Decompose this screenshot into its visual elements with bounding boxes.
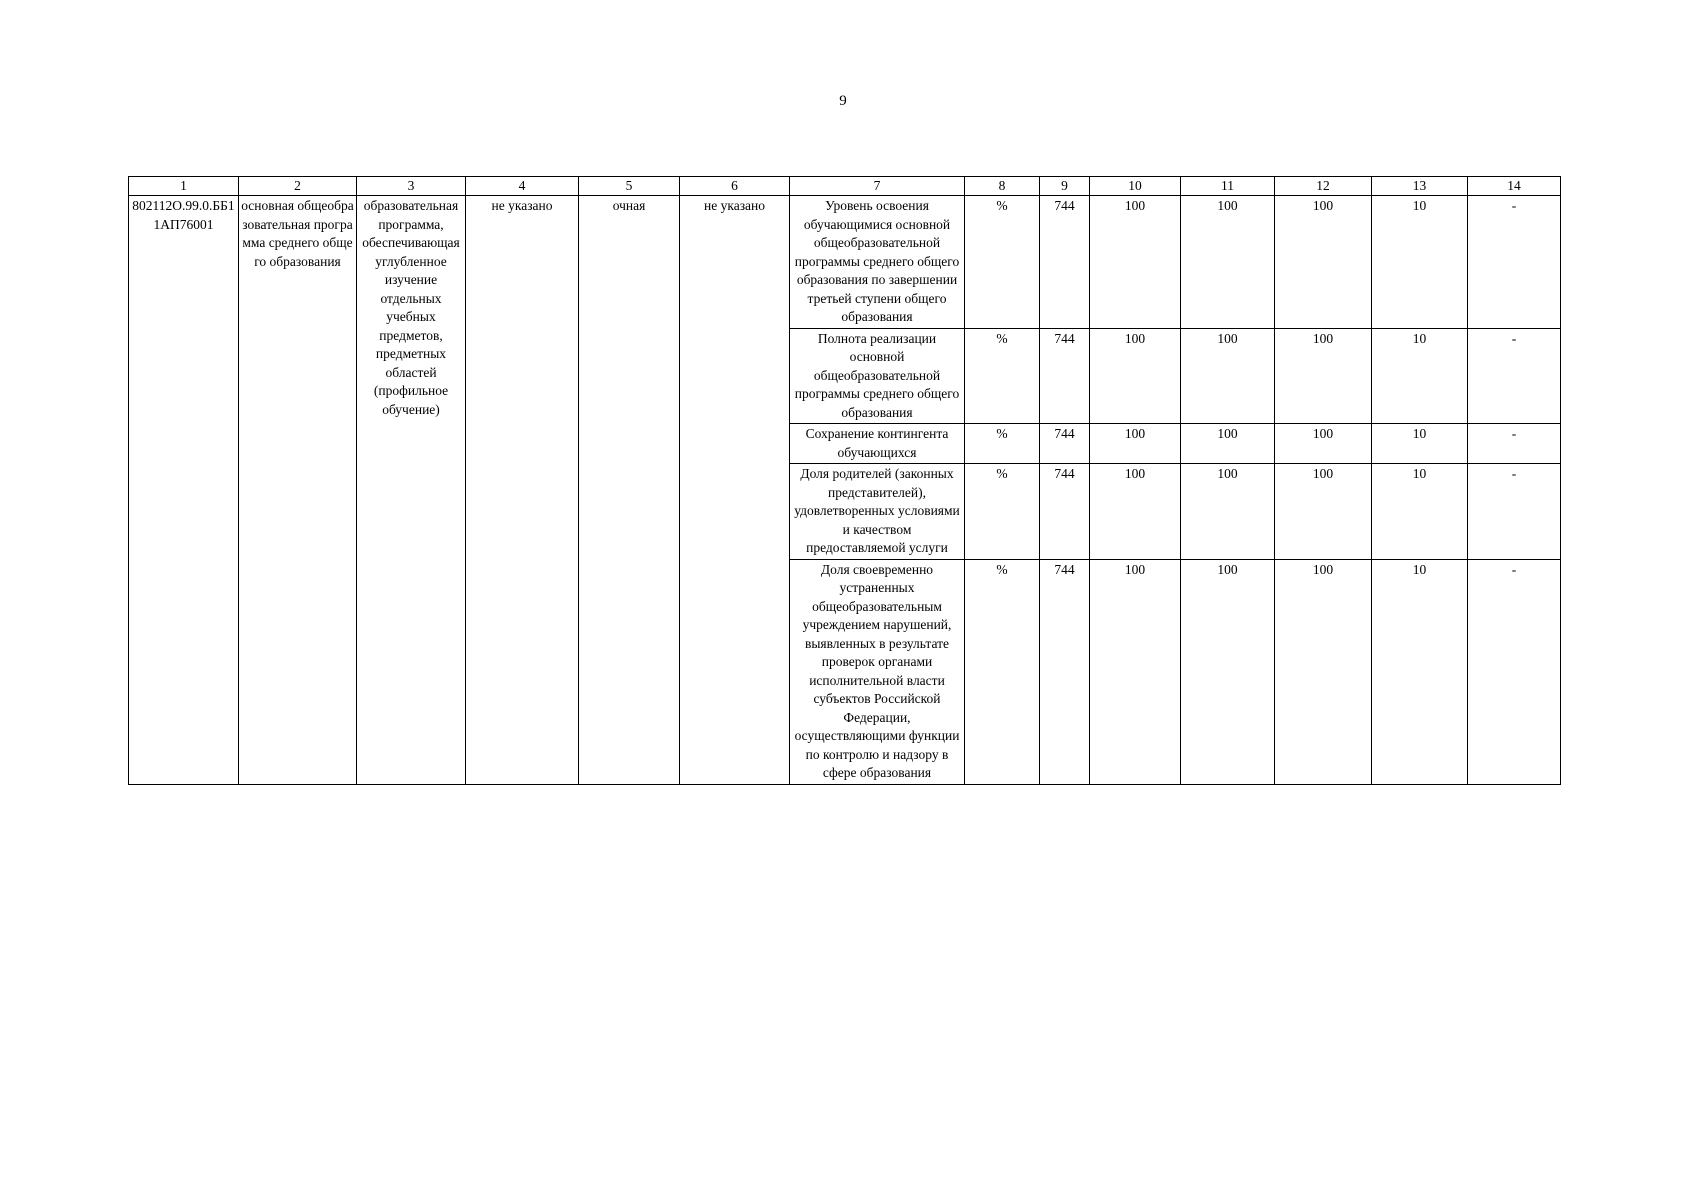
value-cell: 10 [1372, 464, 1468, 560]
column-number: 4 [466, 177, 579, 196]
indicator-name-cell: Доля родителей (законных представителей), удовлетворенных условиями и качеством предоставляемой услуги [790, 464, 965, 560]
column-number: 14 [1468, 177, 1561, 196]
value-cell: 10 [1372, 328, 1468, 424]
value-cell: 100 [1275, 424, 1372, 464]
quality-indicators-table [128, 176, 1561, 785]
value-cell: 10 [1372, 559, 1468, 784]
value-cell: 100 [1181, 559, 1275, 784]
column-number: 10 [1090, 177, 1181, 196]
page-number: 9 [839, 93, 847, 109]
value-cell: 100 [1275, 196, 1372, 329]
value-cell: 100 [1090, 196, 1181, 329]
column-number: 2 [239, 177, 357, 196]
value-cell: 100 [1090, 559, 1181, 784]
okei-code-cell: 744 [1040, 424, 1090, 464]
value-cell: 100 [1181, 464, 1275, 560]
table-row [129, 196, 1561, 329]
okei-code-cell: 744 [1040, 464, 1090, 560]
unit-cell: % [965, 464, 1040, 560]
okei-code-cell: 744 [1040, 196, 1090, 329]
column-number: 1 [129, 177, 239, 196]
okei-code-cell: 744 [1040, 328, 1090, 424]
column-number: 12 [1275, 177, 1372, 196]
unit-cell: % [965, 559, 1040, 784]
value-cell: 100 [1181, 424, 1275, 464]
value-cell: 100 [1090, 424, 1181, 464]
program-type-cell: образовательная программа, обеспечивающая углубленное изучение отдельных учебных предметов, предметных областей (профильное обучение) [357, 196, 466, 785]
value-cell: - [1468, 559, 1561, 784]
value-cell: - [1468, 328, 1561, 424]
value-cell: 100 [1275, 464, 1372, 560]
column-number: 9 [1040, 177, 1090, 196]
unit-cell: % [965, 196, 1040, 329]
value-cell: - [1468, 464, 1561, 560]
education-form-cell: очная [579, 196, 680, 785]
unit-cell: % [965, 424, 1040, 464]
value-cell: 100 [1181, 196, 1275, 329]
unit-cell: % [965, 328, 1040, 424]
indicator-name-cell: Полнота реализации основной общеобразовательной программы среднего общего образования [790, 328, 965, 424]
indicator-name-cell: Сохранение контингента обучающихся [790, 424, 965, 464]
value-cell: 10 [1372, 196, 1468, 329]
program-cell: основная общеобразовательная программа среднего общего образования [239, 196, 357, 785]
column-number: 3 [357, 177, 466, 196]
column-number-row [129, 177, 1561, 196]
column-number: 13 [1372, 177, 1468, 196]
value-cell: 10 [1372, 424, 1468, 464]
registry-code-cell: 802112О.99.0.ББ11АП76001 [129, 196, 239, 785]
column-number: 11 [1181, 177, 1275, 196]
value-cell: 100 [1090, 464, 1181, 560]
column-number: 8 [965, 177, 1040, 196]
value-cell: 100 [1181, 328, 1275, 424]
column-4-cell: не указано [466, 196, 579, 785]
value-cell: 100 [1090, 328, 1181, 424]
okei-code-cell: 744 [1040, 559, 1090, 784]
column-number: 6 [680, 177, 790, 196]
value-cell: 100 [1275, 559, 1372, 784]
column-6-cell: не указано [680, 196, 790, 785]
column-number: 7 [790, 177, 965, 196]
value-cell: 100 [1275, 328, 1372, 424]
value-cell: - [1468, 424, 1561, 464]
column-number: 5 [579, 177, 680, 196]
value-cell: - [1468, 196, 1561, 329]
indicator-name-cell: Доля своевременно устраненных общеобразовательным учреждением нарушений, выявленных в результате проверок органами исполнительной власти субъектов Российской Федерации, осуществляющими функции по контролю и надзору в сфере образования [790, 559, 965, 784]
indicator-name-cell: Уровень освоения обучающимися основной общеобразовательной программы среднего общего образования по завершении третьей ступени общего образования [790, 196, 965, 329]
